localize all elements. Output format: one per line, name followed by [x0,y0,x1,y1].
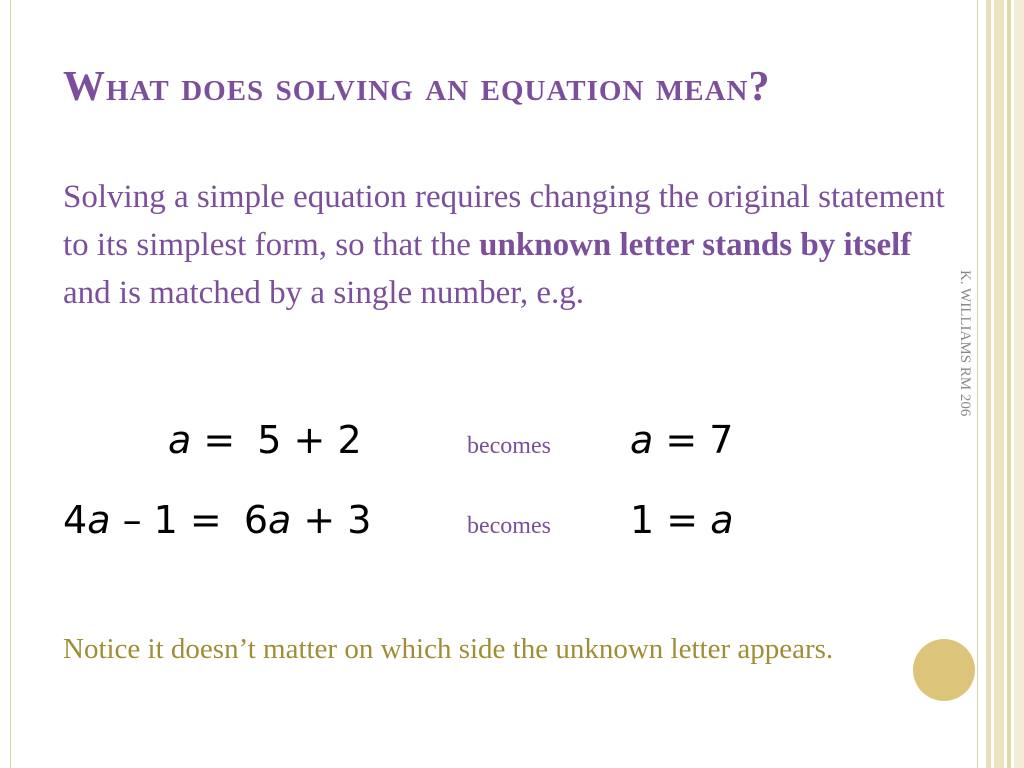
result-value: 1 [630,498,655,542]
becomes-label-2: becomes [467,513,551,539]
coefficient: 6 [243,498,269,542]
unknown-variable: a [87,498,111,542]
equation-1-left [168,418,362,462]
unknown-variable: a [168,418,192,462]
equation-2-rhs: + 3 [291,498,372,542]
equals-sign: = [653,418,710,462]
decor-stripe [986,0,991,768]
coefficient: 4 [63,498,88,542]
slide-title: What does solving an equation mean? [63,64,771,110]
becomes-label-1: becomes [467,433,551,459]
equation-1-rhs: 5 + 2 [257,418,362,462]
result-value: 7 [709,418,734,462]
author-vertical-label: K. WILLIAMS RM 206 [957,270,973,417]
equation-1-result [630,418,733,462]
decor-stripe [1014,0,1024,768]
equation-2-middle: – 1 = [110,498,234,542]
equals-sign: = [191,418,248,462]
intro-text-end: and is matched by a single number, e.g. [63,275,585,311]
intro-paragraph [63,173,963,317]
unknown-variable: a [268,498,292,542]
decor-stripe [994,0,1004,768]
equation-2-result [630,498,733,542]
equals-sign: = [654,498,711,542]
intro-text-bold: unknown letter stands by itself [479,227,912,263]
notice-text: Notice it doesn’t matter on which side the unknown letter appears. [63,633,834,665]
unknown-variable: a [710,498,734,542]
decor-circle [913,639,975,701]
equation-2-left [63,498,372,542]
decor-stripe [1007,0,1011,768]
unknown-variable: a [630,418,654,462]
intro-text-start: Solving a simple equation requires changing the original statement to its simplest form, so that the [63,179,945,263]
